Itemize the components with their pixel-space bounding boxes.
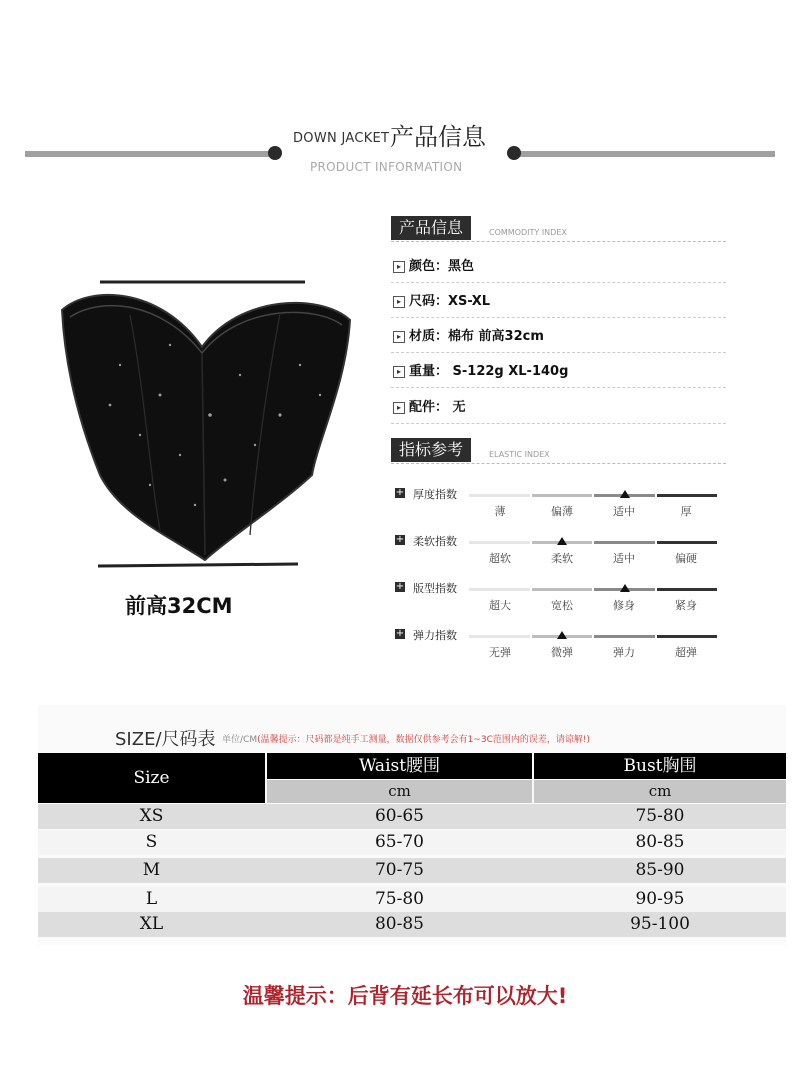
header-line-right: [515, 151, 775, 157]
index-name: 弹力指数: [413, 629, 457, 642]
header-dot-left: [268, 146, 282, 160]
index-marker: [620, 584, 630, 592]
info-row-accessories: [391, 398, 726, 424]
index-levels: [469, 644, 717, 660]
info-row-material: [391, 327, 726, 353]
cell-size: M: [142, 860, 161, 880]
table-row: [38, 858, 786, 883]
index-row-elasticity: [391, 627, 726, 667]
col-header-bust: Bust胸围: [534, 753, 786, 779]
level-label: 偏薄: [551, 505, 573, 518]
col-header-waist: Waist腰围: [267, 753, 532, 779]
table-row: [38, 804, 786, 829]
col-unit-waist: cm: [267, 780, 532, 803]
level-label: 微弹: [551, 646, 573, 659]
col-unit-bust: cm: [534, 780, 786, 803]
cell-size: XS: [139, 806, 164, 826]
size-table-note: [222, 732, 590, 745]
cell-bust: 90-95: [635, 889, 685, 909]
info-section-subtitle: COMMODITY INDEX: [489, 228, 567, 237]
product-caption: 前高32CM: [125, 594, 233, 618]
index-bar: [469, 494, 717, 497]
size-table-title: SIZE/尺码表: [115, 729, 216, 750]
col-header-size: Size: [38, 753, 265, 803]
cell-bust: 80-85: [635, 832, 685, 852]
table-row: [38, 887, 786, 912]
index-marker: [557, 537, 567, 545]
index-bar: [469, 635, 717, 638]
level-label: 超大: [489, 599, 511, 612]
plus-icon: +: [395, 487, 405, 498]
level-label: 宽松: [551, 599, 573, 612]
level-label: 偏硬: [675, 552, 697, 565]
table-row: [38, 912, 786, 937]
info-row-text: 材质：棉布 前高32cm: [409, 329, 544, 344]
index-levels: [469, 503, 717, 519]
cell-bust: 85-90: [635, 860, 685, 880]
index-row-fit: [391, 580, 726, 620]
level-label: 适中: [613, 505, 635, 518]
size-unit-label: 单位/CM: [222, 735, 258, 745]
index-marker: [557, 631, 567, 639]
level-label: 超弹: [675, 646, 697, 659]
header-dot-right: [507, 146, 521, 160]
info-row-color: [391, 257, 726, 283]
cell-waist: 60-65: [374, 806, 424, 826]
size-note-text: (温馨提示：尺码都是纯手工测量，数据仅供参考会有1~3C范围内的误差，请谅解!): [257, 735, 591, 745]
level-label: 厚: [680, 505, 692, 518]
cell-waist: 70-75: [374, 860, 424, 880]
index-bar: [469, 588, 717, 591]
info-section-title: 产品信息: [391, 216, 471, 240]
level-label: 无弹: [489, 646, 511, 659]
index-row-softness: [391, 533, 726, 573]
info-row-text: 颜色：黑色: [409, 259, 475, 274]
cell-size: L: [145, 889, 158, 909]
index-section-subtitle: ELASTIC INDEX: [489, 450, 550, 459]
header-subtitle: PRODUCT INFORMATION: [310, 160, 463, 174]
cell-bust: 75-80: [635, 806, 685, 826]
bottom-tip: 温馨提示：后背有延长布可以放大!: [242, 984, 568, 1008]
info-row-text: 配件： 无: [409, 400, 466, 415]
table-row: [38, 830, 786, 855]
chevron-right-icon: ▸: [393, 402, 405, 414]
index-bar: [469, 541, 717, 544]
index-levels: [469, 597, 717, 613]
header-line-left: [25, 151, 275, 157]
index-marker: [620, 490, 630, 498]
level-label: 薄: [494, 505, 506, 518]
plus-icon: +: [395, 581, 405, 592]
info-section-header: [391, 216, 726, 242]
cell-bust: 95-100: [630, 914, 690, 934]
chevron-right-icon: ▸: [393, 366, 405, 378]
level-label: 弹力: [613, 646, 635, 659]
cell-waist: 80-85: [374, 914, 424, 934]
index-name: 柔软指数: [413, 535, 457, 548]
index-name: 厚度指数: [413, 488, 457, 501]
cell-waist: 75-80: [374, 889, 424, 909]
level-label: 超软: [489, 552, 511, 565]
index-levels: [469, 550, 717, 566]
chevron-right-icon: ▸: [393, 296, 405, 308]
header-cn-title: 产品信息: [390, 123, 486, 151]
index-row-thickness: [391, 486, 726, 526]
info-row-size: [391, 292, 726, 318]
level-label: 柔软: [551, 552, 573, 565]
plus-icon: +: [395, 628, 405, 639]
index-section-title: 指标参考: [391, 438, 471, 462]
level-label: 修身: [613, 599, 635, 612]
cell-size: XL: [139, 914, 164, 934]
index-name: 版型指数: [413, 582, 457, 595]
header-en-title: DOWN JACKET: [293, 131, 390, 146]
info-row-weight: [391, 362, 726, 388]
info-row-text: 尺码：XS-XL: [409, 294, 491, 309]
cell-waist: 65-70: [374, 832, 424, 852]
cell-size: S: [145, 832, 158, 852]
level-label: 适中: [613, 552, 635, 565]
index-section-header: [391, 438, 726, 464]
info-row-text: 重量： S-122g XL-140g: [409, 364, 569, 379]
plus-icon: +: [395, 534, 405, 545]
level-label: 紧身: [675, 599, 697, 612]
chevron-right-icon: ▸: [393, 261, 405, 273]
product-image: [50, 275, 360, 580]
chevron-right-icon: ▸: [393, 331, 405, 343]
